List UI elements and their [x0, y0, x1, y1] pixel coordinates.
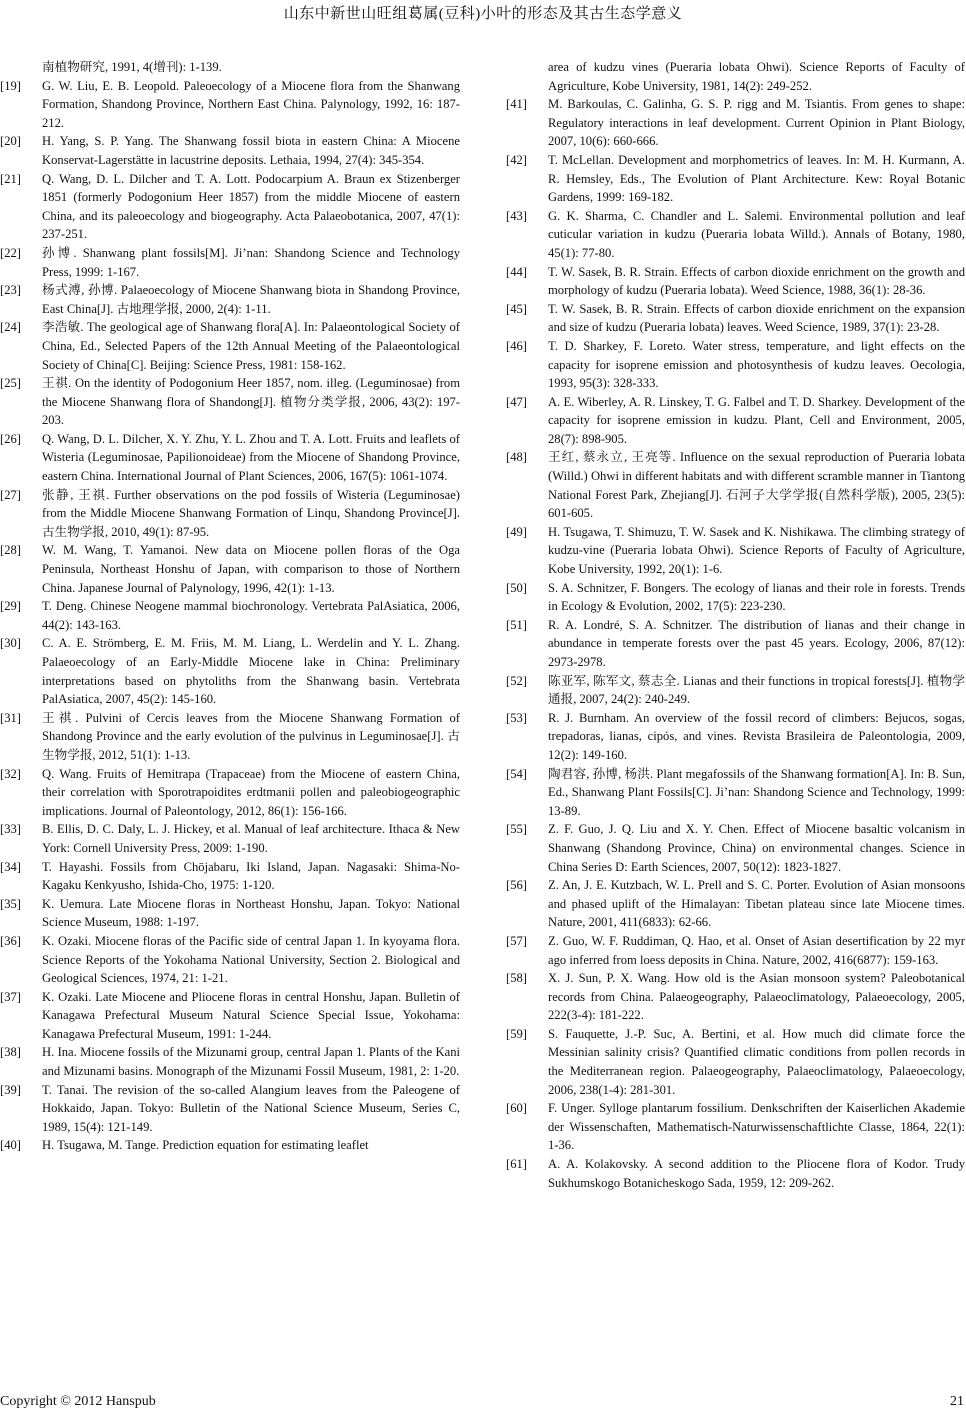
reference-item: [506, 579, 965, 616]
reference-item: [0, 486, 460, 542]
reference-text: 杨式溥, 孙博. Palaeoecology of Miocene Shanwang biota in Shandong Province, East China[J]. 古地理学报, 2000, 2(4): 1-11.: [42, 283, 460, 316]
reference-number: [61]: [506, 1157, 527, 1172]
reference-text: K. Uemura. Late Miocene floras in Northeast Honshu, Japan. Tokyo: National Science Museum, 1988: 1-197.: [42, 896, 460, 930]
reference-text: H. Tsugawa, M. Tange. Prediction equation for estimating leaflet: [42, 1138, 369, 1153]
reference-number: [36]: [0, 933, 21, 948]
reference-number: [45]: [506, 301, 527, 316]
reference-number: [50]: [506, 580, 527, 595]
reference-item: [506, 1025, 965, 1099]
reference-number: [19]: [0, 78, 21, 93]
reference-text: M. Barkoulas, C. Galinha, G. S. P. rigg and M. Tsiantis. From genes to shape: Regulatory interactions in leaf development. Current Opinion in Plant Biology, 2007, 10(6): 660-666.: [548, 97, 965, 149]
reference-number: [31]: [0, 710, 21, 725]
reference-text: 李浩敏. The geological age of Shanwang flora[A]. In: Palaeontological Society of China, Ed., Selected Papers of the 12th Annual Meeting of the Palaeontological Society of China[C]. Beijing: Science Press, 1981: 158-162.: [42, 320, 460, 372]
reference-text: 孙博. Shanwang plant fossils[M]. Ji’nan: Shandong Science and Technology Press, 1999: 1-167.: [42, 245, 460, 279]
reference-item: [0, 1043, 460, 1080]
reference-text: G. W. Liu, E. B. Leopold. Paleoecology of a Miocene flora from the Shanwang Formation, Shandong Province, Northern East China. Palynology, 1992, 16: 187-212.: [42, 78, 460, 130]
reference-item: [506, 672, 965, 709]
reference-item: [506, 969, 965, 1025]
reference-number: [60]: [506, 1101, 527, 1116]
reference-text: X. J. Sun, P. X. Wang. How old is the Asian monsoon system? Paleobotanical records from China. Palaeogeography, Palaeoclimatology, Palaeoecology, 2005, 222(3-4): 181-222.: [548, 971, 965, 1023]
reference-text: F. Unger. Sylloge plantarum fossilium. Denkschriften der Kaiserlichen Akademie der Wissenschaften, Mathematisch-Naturwissenschaftlichte Classe, 1864, 22(1): 1-36.: [548, 1101, 965, 1153]
reference-number: [41]: [506, 97, 527, 112]
reference-text: S. A. Schnitzer, F. Bongers. The ecology of lianas and their role in forests. Trends in Ecology & Evolution, 2002, 17(5): 223-230.: [548, 580, 965, 614]
reference-number: [29]: [0, 599, 21, 614]
reference-number: [52]: [506, 673, 527, 688]
reference-text: T. Deng. Chinese Neogene mammal biochronology. Vertebrata PalAsiatica, 2006, 44(2): 143-163.: [42, 599, 460, 632]
reference-text: W. M. Wang, T. Yamanoi. New data on Miocene pollen floras of the Oga Peninsula, Northeast Honshu of Japan, with comparison to those of Northern China. Japanese Journal of Palynology, 1996, 42(1): 1-13.: [42, 543, 460, 595]
reference-text: T. Hayashi. Fossils from Chōjabaru, Iki Island, Japan. Nagasaki: Shima-No-Kagaku Kenkyusho, Ishida-Cho, 1975: 1-120.: [42, 859, 460, 893]
reference-text: A. A. Kolakovsky. A second addition to the Pliocene flora of Kodor. Trudy Sukhumskogo Botanicheskogo Sada, 1959, 12: 209-262.: [548, 1157, 965, 1190]
reference-number: [32]: [0, 766, 21, 781]
reference-text: K. Ozaki. Late Miocene and Pliocene floras in central Honshu, Japan. Bulletin of Kanagawa Prefectural Museum Natural Science Special Issue, Yokohama: Kanagawa Prefectural Museum, 1991: 1-244.: [42, 989, 460, 1041]
reference-list: [0, 77, 460, 1155]
reference-item: [506, 616, 965, 672]
reference-text: S. Fauquette, J.-P. Suc, A. Bertini, et al. How much did climate force the Messinian salinity crisis? Quantified climatic conditions from pollen records in the Mediterranean region. Palaeogeography, Palaeoclimatology, Palaeoecology, 2006, 238(1-4): 281-301.: [548, 1026, 965, 1097]
reference-item: [0, 1081, 460, 1137]
reference-item: [0, 281, 460, 318]
reference-item: [506, 932, 965, 969]
reference-text: T. D. Sharkey, F. Loreto. Water stress, temperature, and light effects on the capacity for isoprene emission and photosynthesis of kudzu leaves. Oecologia, 1993, 95(3): 328-333.: [548, 338, 965, 391]
reference-item: [506, 393, 965, 449]
reference-item: [0, 597, 460, 634]
reference-number: [40]: [0, 1138, 21, 1153]
reference-item: [506, 95, 965, 151]
reference-number: [47]: [506, 394, 527, 409]
reference-number: [22]: [0, 245, 21, 260]
reference-text: 张静, 王祺. Further observations on the pod fossils of Wisteria (Leguminosae) from the Middle Miocene Shanwang Formation of Linqu, Shandong Province[J]. 古生物学报, 2010, 49(1): 87-95.: [42, 487, 460, 539]
reference-number: [57]: [506, 933, 527, 948]
reference-item: [0, 244, 460, 281]
reference-text: H. Tsugawa, T. Shimuzu, T. W. Sasek and K. Nishikawa. The climbing strategy of kudzu-vine (Pueraria lobata Ohwi). Science Reports of Faculty of Agriculture, Kobe University, 1992, 20(1): 1-6.: [548, 524, 965, 577]
reference-number: [23]: [0, 283, 21, 298]
reference-number: [59]: [506, 1026, 527, 1041]
reference-item: [506, 709, 965, 765]
reference-item: [0, 932, 460, 988]
reference-text: Q. Wang, D. L. Dilcher, X. Y. Zhu, Y. L. Zhou and T. A. Lott. Fruits and leaflets of Wisteria (Leguminosae, Papilionoideae) from the Miocene of Shandong Province, eastern China. International Journal of Plant Sciences, 2006, 167(5): 1061-1074.: [42, 431, 460, 484]
reference-text: Z. An, J. E. Kutzbach, W. L. Prell and S. C. Porter. Evolution of Asian monsoons and phased uplift of the Himalayan: Tibetan plateau since late Miocene times. Nature, 2001, 411(6833): 62-66.: [548, 878, 965, 930]
reference-list: [506, 95, 965, 1192]
reference-number: [58]: [506, 971, 527, 986]
reference-item: [0, 858, 460, 895]
reference-number: [30]: [0, 636, 21, 651]
reference-number: [20]: [0, 134, 21, 149]
reference-number: [28]: [0, 543, 21, 558]
reference-text: B. Ellis, D. C. Daly, L. J. Hickey, et al. Manual of leaf architecture. Ithaca & New York: Cornell University Press, 2009: 1-190.: [42, 822, 460, 855]
copyright-notice: Copyright © 2012 Hanspub: [0, 1394, 156, 1409]
references-right-column: [506, 58, 965, 1192]
reference-text: Z. F. Guo, J. Q. Liu and X. Y. Chen. Effect of Miocene basaltic volcanism in Shanwang (Shandong Province, China) on environmental changes. Science in China Series D: Earth Sciences, 2007, 50(12): 1823-1827.: [548, 822, 965, 874]
reference-number: [43]: [506, 208, 527, 223]
reference-text: Q. Wang, D. L. Dilcher and T. A. Lott. Podocarpium A. Braun ex Stizenberger 1851 (formerly Podogonium Heer 1857) from the middle Miocene of eastern China, and its paleoecology and biogeography. Acta Palaeobotanica, 2007, 47(1): 237-251.: [42, 171, 460, 242]
reference-text: K. Ozaki. Miocene floras of the Pacific side of central Japan 1. In kyoyama flora. Science Reports of the Yokohama National University, Section 2. Biological and Geological Sciences, 1974, 21: 1-21.: [42, 933, 460, 986]
reference-item: [0, 170, 460, 244]
reference-item: [506, 523, 965, 579]
reference-number: [39]: [0, 1082, 21, 1097]
reference-item: [506, 300, 965, 337]
reference-item: [0, 1136, 460, 1155]
reference-number: [53]: [506, 710, 527, 725]
reference-text: 王祺. Pulvini of Cercis leaves from the Miocene Shanwang Formation of Shandong Province and the early evolution of the pulvinus in Leguminosae[J]. 古生物学报, 2012, 51(1): 1-13.: [42, 710, 460, 762]
reference-number: [42]: [506, 152, 527, 167]
reference-text: C. A. E. Strömberg, E. M. Friis, M. M. Liang, L. Werdelin and Y. L. Zhang. Palaeoecology of an Early-Middle Miocene lake in China: Preliminary interpretations based on phytoliths from the Shanwang basin. Vertebrata PalAsiatica, 2007, 45(2): 145-160.: [42, 636, 460, 707]
reference-text: 陶君容, 孙博, 杨洪. Plant megafossils of the Shanwang formation[A]. In: B. Sun, Ed., Shanwang Plant Fossils[C]. Ji’nan: Shandong Science and Technology, 1999: 13-89.: [548, 766, 965, 818]
reference-continuation: area of kudzu vines (Pueraria lobata Ohwi). Science Reports of Faculty of Agriculture, Kobe University, 1981, 14(2): 249-252.: [548, 60, 965, 93]
reference-item: [0, 988, 460, 1044]
reference-text: G. K. Sharma, C. Chandler and L. Salemi. Environmental pollution and leaf cuticular variation in kudzu (Pueraria lobata Willd.). Annals of Botany, 1980, 45(1): 77-80.: [548, 208, 965, 260]
reference-number: [48]: [506, 450, 527, 465]
reference-item: [0, 895, 460, 932]
reference-number: [49]: [506, 524, 527, 539]
reference-number: [46]: [506, 338, 527, 353]
reference-item: [0, 374, 460, 430]
reference-text: T. Tanai. The revision of the so-called Alangium leaves from the Paleogene of Hokkaido, Japan. Tokyo: Bulletin of the National Science Museum, Series C, 1989, 15(4): 121-149.: [42, 1082, 460, 1134]
reference-number: [54]: [506, 766, 527, 781]
reference-text: T. W. Sasek, B. R. Strain. Effects of carbon dioxide enrichment on the growth and morphology of kudzu (Pueraria lobata). Weed Science, 1988, 36(1): 28-36.: [548, 264, 965, 298]
reference-item: [0, 541, 460, 597]
reference-number: [56]: [506, 878, 527, 893]
reference-number: [25]: [0, 376, 21, 391]
reference-number: [27]: [0, 487, 21, 502]
reference-number: [24]: [0, 320, 21, 335]
reference-item: [506, 1099, 965, 1155]
reference-text: 王祺. On the identity of Podogonium Heer 1857, nom. illeg. (Leguminosae) from the Miocene Shanwang flora of Shandong[J]. 植物分类学报, 2006, 43(2): 197-203.: [42, 376, 460, 428]
reference-number: [26]: [0, 431, 21, 446]
reference-text: A. E. Wiberley, A. R. Linskey, T. G. Falbel and T. D. Sharkey. Development of the capacity for isoprene emission in kudzu. Plant, Cell and Environment, 2005, 28(7): 898-905.: [548, 394, 965, 446]
reference-item: [0, 318, 460, 374]
reference-item: [506, 448, 965, 522]
reference-item: [506, 263, 965, 300]
reference-item: [0, 132, 460, 169]
reference-number: [37]: [0, 989, 21, 1004]
reference-item: [0, 634, 460, 708]
reference-item: [0, 709, 460, 765]
reference-item: [0, 77, 460, 133]
reference-text: T. McLellan. Development and morphometrics of leaves. In: M. H. Kurmann, A. R. Hemsley, Eds., The Evolution of Plant Architecture. Kew: Royal Botanic Gardens, 1999: 169-182.: [548, 152, 965, 205]
reference-item: [0, 430, 460, 486]
reference-number: [34]: [0, 859, 21, 874]
reference-text: 陈亚军, 陈军文, 蔡志全. Lianas and their functions in tropical forests[J]. 植物学通报, 2007, 24(2): 240-249.: [548, 673, 965, 707]
reference-text: R. J. Burnham. An overview of the fossil record of climbers: Bejucos, sogas, trepadoras, lianas, cipós, and vines. Revista Brasileira de Paleontologia, 2009, 12(2): 149-160.: [548, 710, 965, 762]
reference-text: H. Yang, S. P. Yang. The Shanwang fossil biota in eastern China: A Miocene Konservat-Lagerstätte in lacustrine deposits. Lethaia, 1994, 27(4): 345-354.: [42, 134, 460, 167]
reference-number: [21]: [0, 171, 21, 186]
reference-text: R. A. Londré, S. A. Schnitzer. The distribution of lianas and their change in abundance in temperate forests over the past 45 years. Ecology, 2006, 87(12): 2973-2978.: [548, 617, 965, 669]
reference-item: [506, 1155, 965, 1192]
reference-item: [506, 337, 965, 393]
reference-number: [44]: [506, 264, 527, 279]
reference-number: [55]: [506, 822, 527, 837]
reference-text: H. Ina. Miocene fossils of the Mizunami group, central Japan 1. Plants of the Kani and Mizunami basins. Monograph of the Mizunami Fossil Museum, 1981, 2: 1-20.: [42, 1045, 460, 1079]
reference-item: [506, 207, 965, 263]
reference-item: [506, 820, 965, 876]
reference-item: [0, 765, 460, 821]
page-number: 21: [950, 1394, 964, 1409]
reference-number: [38]: [0, 1045, 21, 1060]
page-header: 山东中新世山旺组葛属(豆科)小叶的形态及其古生态学意义: [283, 6, 683, 22]
reference-continuation: 南植物研究, 1991, 4(增刊): 1-139.: [42, 60, 222, 74]
reference-text: Z. Guo, W. F. Ruddiman, Q. Hao, et al. Onset of Asian desertification by 22 myr ago inferred from loess deposits in China. Nature, 2002, 416(6877): 159-163.: [548, 933, 965, 967]
reference-text: 王红, 蔡永立, 王亮等. Influence on the sexual reproduction of Pueraria lobata (Willd.) Ohwi in different habitats and with different scramble manner in Tiantong National Forest Park, Zhejiang[J]. 石河子大学学报(自然科学版), 2005, 23(5): 601-605.: [548, 450, 965, 521]
reference-item: [506, 765, 965, 821]
reference-item: [506, 876, 965, 932]
reference-text: Q. Wang. Fruits of Hemitrapa (Trapaceae) from the Miocene of eastern China, their correlation with Sporotrapoidites erdtmanii pollen and paleobiogeographic implications. Journal of Paleontology, 2012, 86(1): 156-166.: [42, 766, 460, 818]
references-left-column: [0, 58, 460, 1155]
reference-item: [506, 151, 965, 207]
reference-item: [0, 820, 460, 857]
reference-number: [33]: [0, 822, 21, 837]
reference-text: T. W. Sasek, B. R. Strain. Effects of carbon dioxide enrichment on the expansion and size of kudzu (Pueraria lobata) leaves. Weed Science, 1989, 37(1): 23-28.: [548, 301, 965, 335]
reference-number: [35]: [0, 896, 21, 911]
reference-number: [51]: [506, 617, 527, 632]
